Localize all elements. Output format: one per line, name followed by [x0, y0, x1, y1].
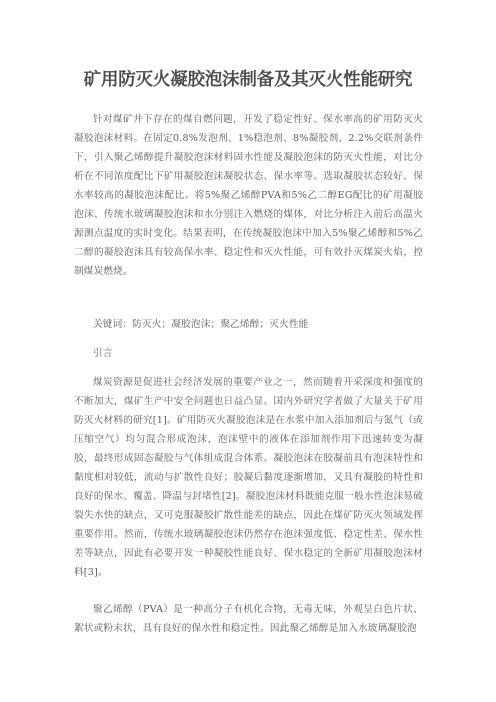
section-heading-introduction: 引言 [93, 348, 113, 359]
keywords-line: 关键词：防灭火；凝胶泡沫；聚乙烯醇；灭火性能 [93, 319, 309, 330]
document-title: 矿用防灭火凝胶泡沫制备及其灭火性能研究 [83, 70, 413, 90]
abstract-paragraph: 针对煤矿井下存在的煤自燃问题，开发了稳定性好、保水率高的矿用防灭火凝胶泡沫材料。在固定0.8%发泡剂、1%稳泡剂、8%凝胶剂、2.2%交联剂条件下，引入聚乙烯醇提升凝胶泡沫材料固水性能及凝胶泡沫的防灭火性能，对比分析在不同浓度配比下矿用凝胶泡沫凝胶状态、保水率等。选取凝胶状态较好、保水率较高的凝胶泡沫配比。将5%聚乙烯醇PVA和5%乙二醇EG配比的矿用凝胶泡沫、传统水玻璃凝胶泡沫和水分别注入燃烧的煤体，对比分析注入前后高温火源测点温度的实时变化。结果表明，在传统凝胶泡沫中加入5%聚乙烯醇和5%乙二醇的凝胶泡沫具有较高保水率、稳定性和灭火性能，可有效扑灭煤炭火焰，控制煤炭燃烧。 [74, 114, 423, 277]
body-paragraph: 聚乙烯醇（PVA）是一种高分子有机化合物，无毒无味，外观呈白色片状、絮状或粉末状，具有良好的保水性和稳定性。因此聚乙烯醇是加入水玻璃凝胶泡 [74, 604, 423, 634]
body-paragraph: 煤炭资源是促进社会经济发展的重要产业之一，然而随着开采深度和强度的不断加大，煤矿生产中安全问题也日益凸显。国内外研究学者做了大量关于矿用防灭火材料的研究[1]。矿用防灭火凝胶泡沫是在水浆中加入添加剂后与氮气（或压缩空气）均匀混合形成泡沫，泡沫壁中的液体在添加剂作用下迅速转变为凝胶，最终形成固态凝胶与气体组成混合体系。凝胶泡沫在胶凝前具有泡沫特性和黏度相对较低，流动与扩散性良好；胶凝后黏度逐渐增加，又具有凝胶的特性和良好的保水、覆盖、降温与封堵性[2]。凝胶泡沫材料既能克服一般水性泡沫易破裂失水快的缺点，又可克服凝胶扩散性能差的缺点，因此在煤矿防灭火领域发挥重要作用。然而，传统水玻璃凝胶泡沫仍然存在泡沫强度低、稳定性差、保水性差等缺点，因此有必要开发一种凝胶性能良好、保水稳定的全新矿用凝胶泡沫材料[3]。 [74, 377, 423, 578]
